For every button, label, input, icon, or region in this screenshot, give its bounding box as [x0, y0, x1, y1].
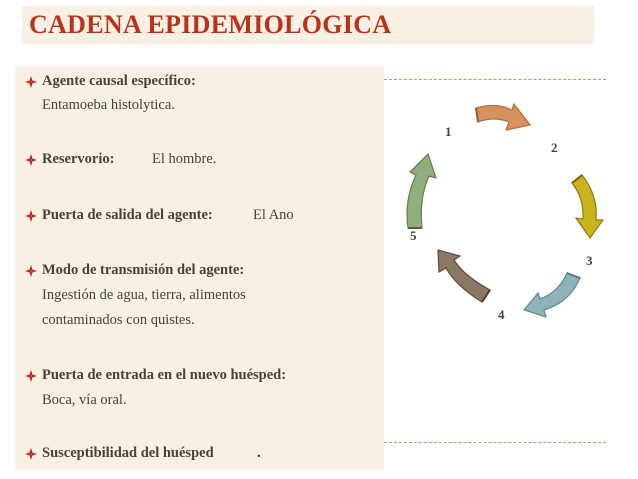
cycle-diagram [384, 80, 614, 340]
cycle-label-5: 5 [410, 228, 417, 243]
item-label: Modo de transmisión del agente: [42, 262, 245, 278]
item-label: Agente causal específico: [42, 73, 196, 89]
cycle-arrow-5 [407, 154, 436, 228]
cycle-arrow-3 [524, 273, 580, 317]
cycle-label-1: 1 [445, 124, 452, 139]
content-panel [15, 66, 384, 470]
item-text: El hombre. [152, 151, 217, 167]
diamond-bullet-icon [25, 76, 37, 88]
item-label: Susceptibilidad del huésped [42, 445, 214, 461]
item-text: Boca, vía oral. [42, 392, 127, 408]
item-text: contaminados con quistes. [42, 312, 195, 328]
slide-title: CADENA EPIDEMIOLÓGICA [29, 10, 392, 39]
item-label: Reservorio: [42, 151, 115, 167]
diamond-bullet-icon [25, 265, 37, 277]
cycle-arrow-4 [438, 250, 490, 302]
cycle-label-2: 2 [551, 140, 558, 155]
item-text: El Ano [253, 207, 294, 223]
item-label: Puerta de salida del agente: [42, 207, 213, 223]
item-label: Puerta de entrada en el nuevo huésped: [42, 367, 287, 383]
cycle-label-3: 3 [586, 253, 593, 268]
title-bar [22, 6, 594, 44]
diamond-bullet-icon [25, 370, 37, 382]
diamond-bullet-icon [25, 448, 37, 460]
cycle-arrow-2 [572, 175, 603, 238]
diamond-bullet-icon [25, 154, 37, 166]
cycle-label-4: 4 [498, 307, 505, 322]
item-text: Ingestión de agua, tierra, alimentos [42, 287, 246, 303]
cycle-arrow-1 [476, 104, 530, 130]
item-text: Entamoeba histolytica. [42, 97, 175, 113]
item-text: . [257, 445, 261, 461]
bottom-dashed-divider [384, 442, 606, 443]
diamond-bullet-icon [25, 210, 37, 222]
